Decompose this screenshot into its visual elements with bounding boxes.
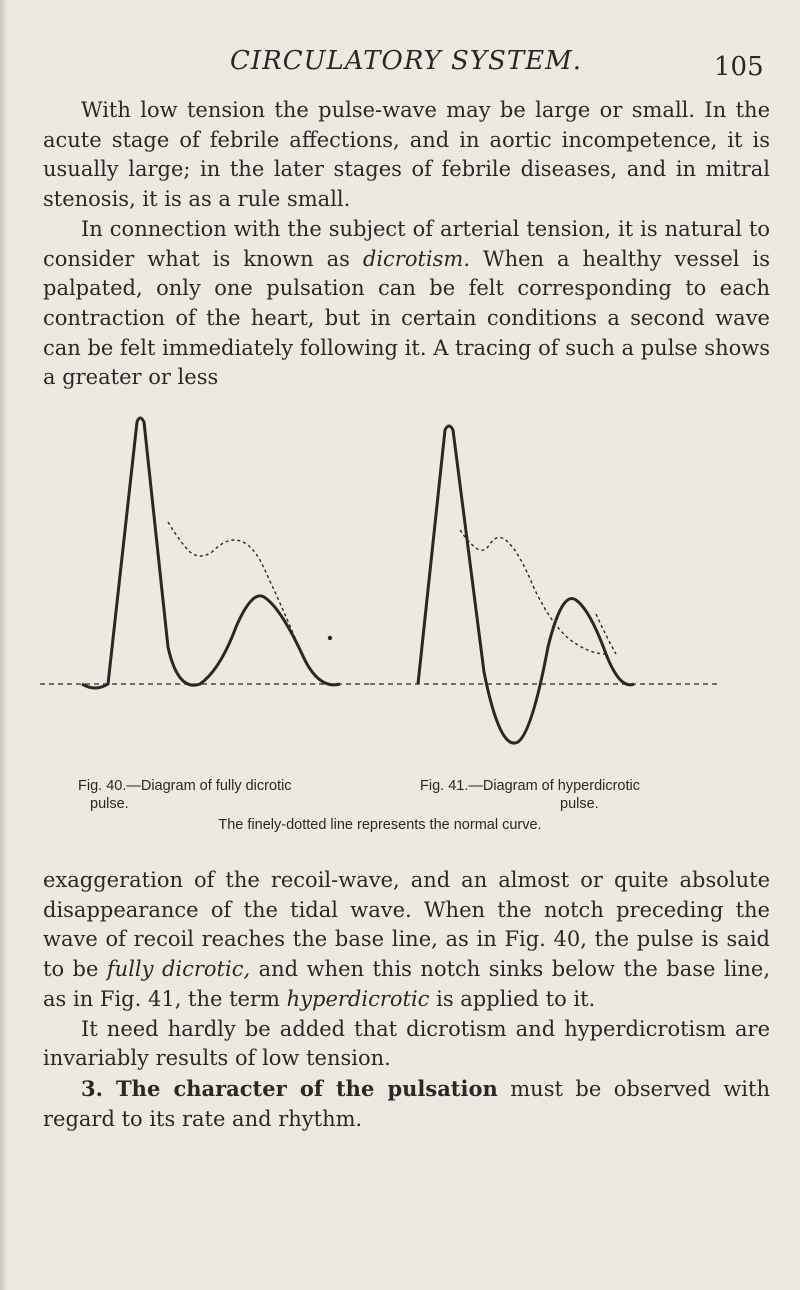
- fig41-pulse-curve: [418, 426, 634, 743]
- pulse-diagrams-svg: [40, 392, 720, 772]
- para3-term-hyperdicrotic: hyperdicrotic: [286, 986, 430, 1011]
- caption-fig-41-line2: pulse.: [560, 796, 599, 812]
- para2-text-c: When a healthy vessel is palpated, only one pulsation can be felt corresponding to each contraction of the heart, but in certain conditions a second wave can be felt immediately following it. A tracing of such a pulse shows a greater or less: [43, 246, 770, 390]
- caption-fig-41: [420, 777, 740, 813]
- paragraph-dicrotism: [43, 215, 770, 393]
- text-block-upper: [43, 96, 770, 393]
- para5-rest: must be observed with regard to its rate and rhythm.: [43, 1076, 770, 1131]
- page-edge-shadow: [0, 0, 8, 1290]
- para3-text-c: and when this notch sinks below the base line, as in Fig. 41, the term: [43, 957, 770, 1011]
- para2-text-a: In connection with the subject of arterial tension, it is natural to consider what is known as: [43, 216, 770, 271]
- running-head: CIRCULATORY SYSTEM.: [230, 46, 583, 76]
- para3-text-e: is applied to it.: [429, 986, 596, 1011]
- fig40-dot: [328, 636, 332, 640]
- caption-fig-40-line1: Fig. 40.—Diagram of fully dicrotic: [78, 778, 292, 794]
- para3-text-a: exaggeration of the recoil-wave, and an almost or quite absolute disappearance of the tidal wave. When the notch preceding the wave of recoil reaches the base line, as in Fig. 40, the pulse is said to be: [43, 868, 770, 982]
- caption-fig-40-line2: pulse.: [90, 796, 129, 812]
- caption-fig-40: [78, 777, 388, 813]
- para5-lead: 3. The character of the pulsation: [81, 1075, 498, 1101]
- para2-term-dicrotism: dicrotism.: [362, 246, 470, 271]
- fig41-normal-curve: [460, 530, 606, 654]
- caption-fig-41-line1: Fig. 41.—Diagram of hyperdicrotic: [420, 778, 640, 794]
- page-number: 105: [714, 52, 764, 82]
- fig40-normal-curve: [168, 522, 302, 654]
- text-block-lower: [43, 866, 770, 1134]
- paragraph-low-tension-results: It need hardly be added that dicrotism and hyperdicrotism are invariably results of low tension.: [43, 1016, 770, 1071]
- pulse-diagram-figure: [40, 392, 720, 833]
- para3-term-fully-dicrotic: fully dicrotic,: [106, 957, 251, 982]
- paragraph-character-of-pulsation: [43, 1074, 770, 1134]
- caption-dotted-line-note: The finely-dotted line represents the normal curve.: [218, 817, 542, 833]
- paragraph-recoil-wave: [43, 866, 770, 1015]
- paragraph-low-tension: With low tension the pulse-wave may be large or small. In the acute stage of febrile affections, and in aortic incompetence, it is usually large; in the later stages of febrile diseases, and in mitral stenosis, it is as a rule small.: [43, 98, 770, 212]
- fig40-pulse-curve: [82, 418, 340, 688]
- page-header: [0, 46, 800, 86]
